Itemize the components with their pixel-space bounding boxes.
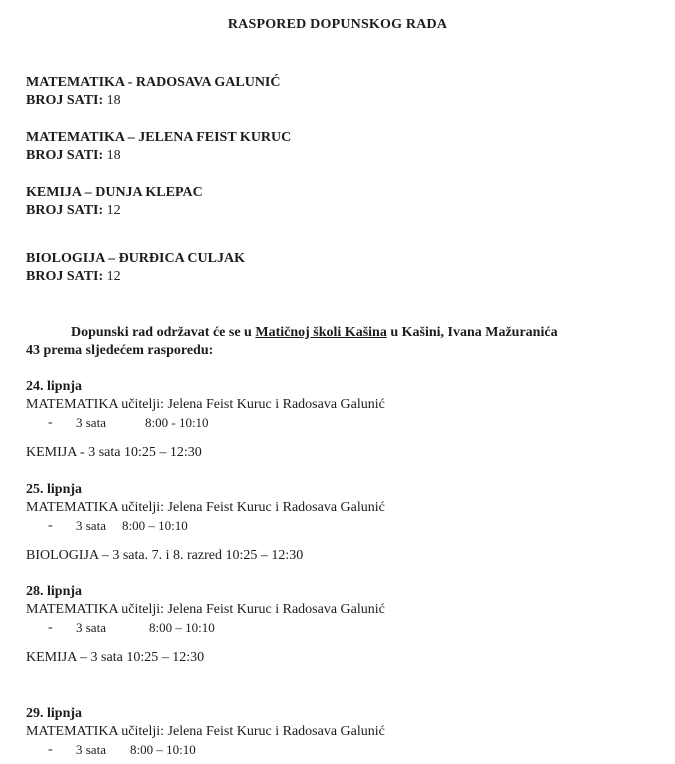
hours-value: 12 <box>106 203 121 218</box>
day-other-line: KEMIJA - 3 sata 10:25 – 12:30 <box>26 445 202 460</box>
teacher-subject-4: BIOLOGIJA – ĐURĐICA CULJAK <box>26 251 245 266</box>
teacher-hours-1 <box>26 92 121 110</box>
hours-label: BROJ SATI: <box>26 93 104 108</box>
hours-label: BROJ SATI: <box>26 203 104 218</box>
day-date: 24. lipnja <box>26 379 83 394</box>
day-other-line: BIOLOGIJA – 3 sata. 7. i 8. razred 10:25 – 12:30 <box>26 548 304 563</box>
document-title: RASPORED DOPUNSKOG RADA <box>227 17 448 32</box>
intro-text: Dopunski rad održavat će se u <box>71 325 256 340</box>
session-dash: - <box>48 742 53 757</box>
intro-line-2: 43 prema sljedećem rasporedu: <box>26 343 214 358</box>
session-hours: 3 sata <box>76 620 106 635</box>
day-math-line: MATEMATIKA učitelji: Jelena Feist Kuruc i Radosava Galunić <box>26 500 385 515</box>
teacher-subject-3: KEMIJA – DUNJA KLEPAC <box>26 185 203 200</box>
session-hours: 3 sata <box>76 415 106 430</box>
day-other-line: KEMIJA – 3 sata 10:25 – 12:30 <box>26 650 205 665</box>
day-date: 25. lipnja <box>26 482 83 497</box>
hours-label: BROJ SATI: <box>26 148 104 163</box>
teacher-subject-2: MATEMATIKA – JELENA FEIST KURUC <box>26 130 292 145</box>
session-hours: 3 sata <box>76 742 106 757</box>
day-math-line: MATEMATIKA učitelji: Jelena Feist Kuruc i Radosava Galunić <box>26 724 385 739</box>
intro-text: u Kašini, Ivana Mažuranića <box>386 325 558 340</box>
session-dash: - <box>48 415 53 430</box>
intro-line-1 <box>71 324 558 342</box>
hours-value: 18 <box>106 148 121 163</box>
day-math-line: MATEMATIKA učitelji: Jelena Feist Kuruc i Radosava Galunić <box>26 602 385 617</box>
school-name: Matičnoj školi Kašina <box>255 325 387 340</box>
session-hours: 3 sata <box>76 518 106 533</box>
session-time: 8:00 - 10:10 <box>145 415 209 430</box>
hours-value: 18 <box>106 93 121 108</box>
session-time: 8:00 – 10:10 <box>122 518 188 533</box>
session-dash: - <box>48 518 53 533</box>
day-date: 28. lipnja <box>26 584 83 599</box>
teacher-hours-2 <box>26 147 121 165</box>
day-math-line: MATEMATIKA učitelji: Jelena Feist Kuruc i Radosava Galunić <box>26 397 385 412</box>
session-time: 8:00 – 10:10 <box>130 742 196 757</box>
session-time: 8:00 – 10:10 <box>149 620 215 635</box>
teacher-subject-1: MATEMATIKA - RADOSAVA GALUNIĆ <box>26 75 281 90</box>
hours-label: BROJ SATI: <box>26 269 104 284</box>
session-dash: - <box>48 620 53 635</box>
day-date: 29. lipnja <box>26 706 83 721</box>
teacher-hours-3 <box>26 202 121 220</box>
hours-value: 12 <box>106 269 121 284</box>
teacher-hours-4 <box>26 268 121 286</box>
